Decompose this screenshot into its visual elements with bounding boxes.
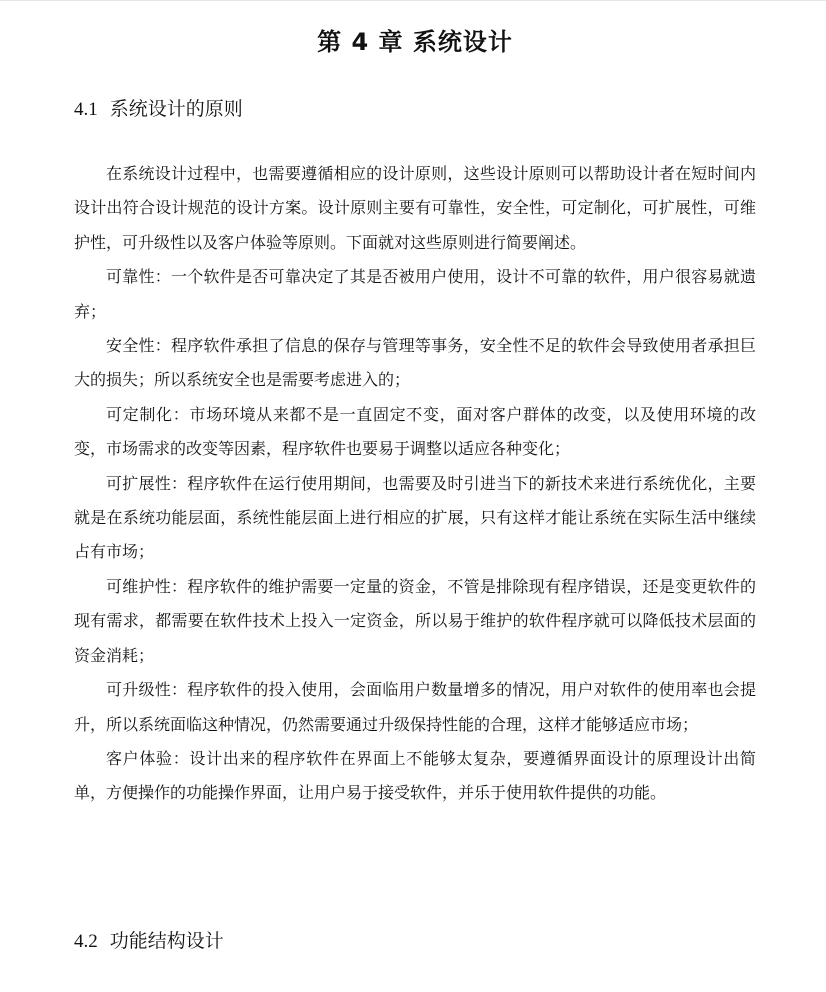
section-number: 4.1 bbox=[74, 99, 98, 120]
paragraph-extensibility: 可扩展性：程序软件在运行使用期间，也需要及时引进当下的新技术来进行系统优化，主要就是在系统功能层面，系统性能层面上进行相应的扩展，只有这样才能让系统在实际生活中继续占有市场； bbox=[74, 473, 756, 562]
paragraph-customizability: 可定制化：市场环境从来都不是一直固定不变，面对客户群体的改变，以及使用环境的改变，市场需求的改变等因素，程序软件也要易于调整以适应各种变化； bbox=[74, 404, 756, 459]
paragraph-user-experience: 客户体验：设计出来的程序软件在界面上不能够太复杂，要遵循界面设计的原理设计出简单，方便操作的功能操作界面，让用户易于接受软件，并乐于使用软件提供的功能。 bbox=[74, 748, 756, 803]
page-top-border bbox=[0, 0, 826, 1]
chapter-title: 第 4 章 系统设计 bbox=[317, 28, 513, 56]
section-heading-4-1 bbox=[74, 94, 243, 125]
section-heading-4-2 bbox=[74, 926, 224, 957]
paragraph-upgradability: 可升级性：程序软件的投入使用，会面临用户数量增多的情况，用户对软件的使用率也会提升，所以系统面临这种情况，仍然需要通过升级保持性能的合理，这样才能够适应市场； bbox=[74, 680, 756, 734]
paragraph-intro: 在系统设计过程中，也需要遵循相应的设计原则，这些设计原则可以帮助设计者在短时间内设计出符合设计规范的设计方案。设计原则主要有可靠性，安全性，可定制化，可扩展性，可维护性，可升级性以及客户体验等原则。下面就对这些原则进行简要阐述。 bbox=[74, 164, 756, 252]
paragraph-reliability: 可靠性：一个软件是否可靠决定了其是否被用户使用，设计不可靠的软件，用户很容易就遗弃； bbox=[74, 267, 756, 321]
section-number: 4.2 bbox=[74, 931, 98, 952]
paragraph-maintainability: 可维护性：程序软件的维护需要一定量的资金，不管是排除现有程序错误，还是变更软件的现有需求，都需要在软件技术上投入一定资金，所以易于维护的软件程序就可以降低技术层面的资金消耗； bbox=[74, 576, 756, 665]
section-title-text: 系统设计的原则 bbox=[109, 98, 243, 120]
paragraph-security: 安全性：程序软件承担了信息的保存与管理等事务，安全性不足的软件会导致使用者承担巨大的损失；所以系统安全也是需要考虑进入的； bbox=[74, 336, 756, 390]
section-body bbox=[74, 157, 756, 811]
section-title-text: 功能结构设计 bbox=[109, 930, 224, 952]
